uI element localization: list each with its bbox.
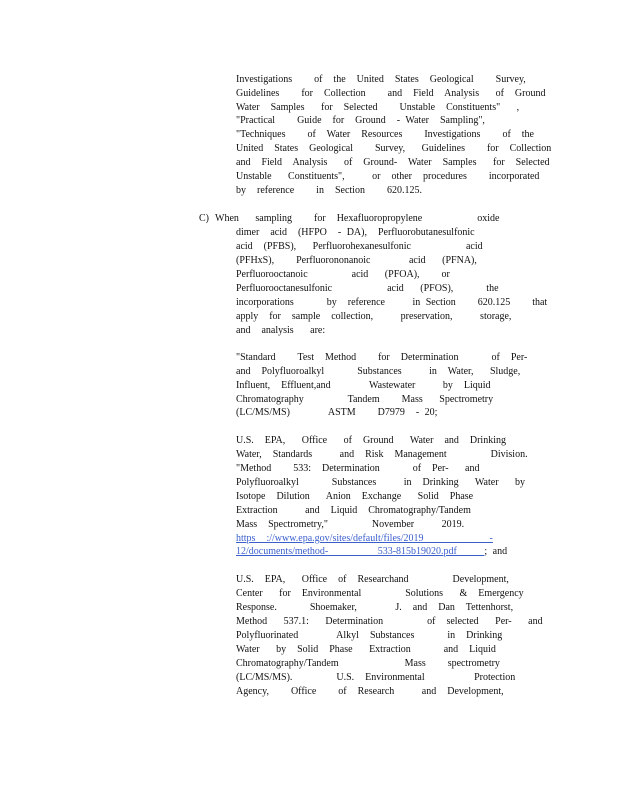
section-marker: C) xyxy=(199,213,209,224)
text-line: "Practical Guide for Ground - Water Sampling", xyxy=(236,115,485,126)
text-line: dimer acid (HFPO - DA), Perfluorobutanesulfonic xyxy=(236,227,475,238)
text-line: Method 537.1: Determination of selected Per- and xyxy=(236,616,543,627)
text-line: Influent, Effluent,and Wastewater by Liquid xyxy=(236,380,491,391)
text-line: Perfluorooctanesulfonic acid (PFOS), the xyxy=(236,283,499,294)
text-line: When sampling for Hexafluoropropylene oxide xyxy=(215,213,500,224)
text-line: incorporations by reference in Section 620.125 that xyxy=(236,297,548,308)
text-line: Unstable Constituents", or other procedures incorporated xyxy=(236,171,540,182)
text-line: (LC/MS/MS) ASTM D7979 - 20; xyxy=(236,407,438,418)
text-line: acid (PFBS), Perfluorohexanesulfonic acid xyxy=(236,241,483,252)
text-line: U.S. EPA, Office of Ground Water and Drinking xyxy=(236,435,506,446)
method-533-link[interactable]: https ://www.epa.gov/sites/default/files/2019 - xyxy=(236,533,493,544)
link-suffix: ; and xyxy=(484,546,508,557)
text-line: Extraction and Liquid Chromatography/Tandem xyxy=(236,505,471,516)
text-line: "Standard Test Method for Determination of Per- xyxy=(236,352,528,363)
text-line: Response. Shoemaker, J. and Dan Tettenhorst, xyxy=(236,602,514,613)
text-line: Isotope Dilution Anion Exchange Solid Phase xyxy=(236,491,474,502)
method-533-link-line-2 xyxy=(236,546,507,558)
text-line: Perfluorooctanoic acid (PFOA), or xyxy=(236,269,450,280)
text-line: Water, Standards and Risk Management Division. xyxy=(236,449,528,460)
text-line: Chromatography/Tandem Mass spectrometry xyxy=(236,658,500,669)
text-line: Chromatography Tandem Mass Spectrometry xyxy=(236,394,494,405)
text-line: (LC/MS/MS). U.S. Environmental Protection xyxy=(236,672,516,683)
text-line: "Techniques of Water Resources Investigations of the xyxy=(236,129,534,140)
text-line: and analysis are: xyxy=(236,325,326,336)
text-line: by reference in Section 620.125. xyxy=(236,185,422,196)
text-line: and Field Analysis of Ground- Water Samples for Selected xyxy=(236,157,550,168)
text-line: Guidelines for Collection and Field Analysis of Ground xyxy=(236,88,546,99)
method-533-link-continued[interactable]: 12/documents/method- 533-815b19020.pdf xyxy=(236,546,485,557)
text-line: Polyfluoroalkyl Substances in Drinking Water by xyxy=(236,477,526,488)
text-line: United States Geological Survey, Guidelines for Collection xyxy=(236,143,552,154)
text-line: and Polyfluoroalkyl Substances in Water, Sludge, xyxy=(236,366,521,377)
text-line: (PFHxS), Perfluorononanoic acid (PFNA), xyxy=(236,255,477,266)
text-line: "Method 533: Determination of Per- and xyxy=(236,463,480,474)
text-line: Water by Solid Phase Extraction and Liquid xyxy=(236,644,496,655)
text-line: apply for sample collection, preservation, storage, xyxy=(236,311,512,322)
text-line: Mass Spectrometry," November 2019. xyxy=(236,519,465,530)
text-line: Center for Environmental Solutions & Emergency xyxy=(236,588,524,599)
text-line: Polyfluorinated Alkyl Substances in Drinking xyxy=(236,630,503,641)
text-line: Investigations of the United States Geological Survey, xyxy=(236,74,526,85)
text-line: Agency, Office of Research and Development, xyxy=(236,686,504,697)
text-line: Water Samples for Selected Unstable Constituents" , xyxy=(236,102,520,113)
text-line: U.S. EPA, Office of Researchand Development, xyxy=(236,574,509,585)
